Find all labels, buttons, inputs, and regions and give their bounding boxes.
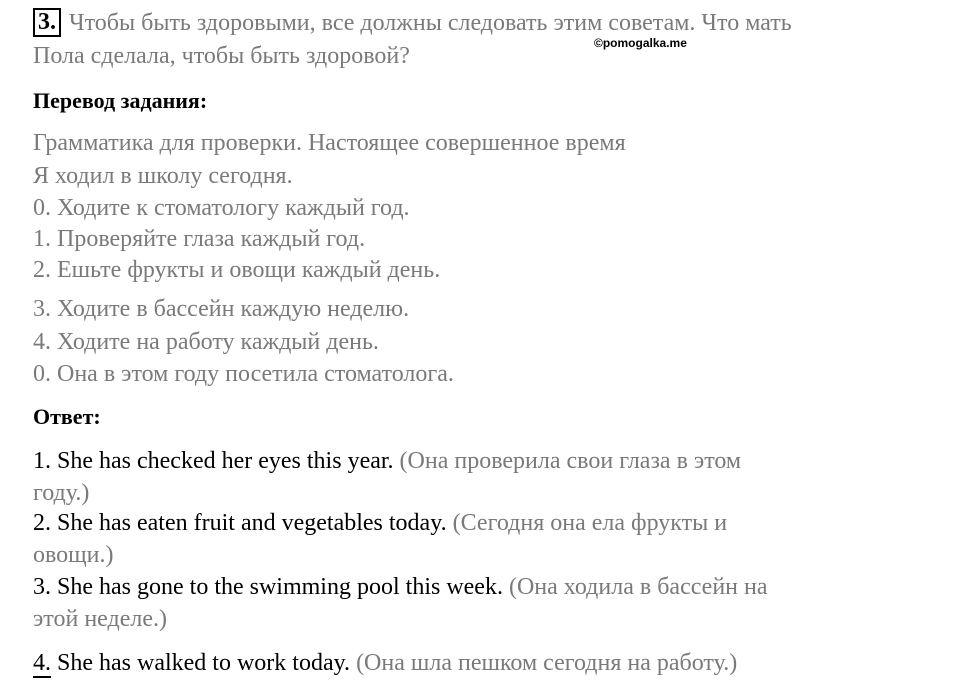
answer-item-4: [33, 648, 737, 678]
translation-heading: Перевод задания:: [33, 88, 208, 113]
answer-translation: (Она шла пешком сегодня на работу.): [356, 650, 738, 676]
answer-translation: (Она проверила свои глаза в этом: [399, 448, 742, 474]
translation-line: 0. Она в этом году посетила стоматолога.: [33, 361, 454, 387]
translation-line: Я ходил в школу сегодня.: [33, 163, 293, 189]
task-question-line-1: [33, 8, 792, 38]
task-question-line-2: Пола сделала, чтобы быть здоровой?: [33, 43, 410, 69]
translation-line: Грамматика для проверки. Настоящее совершенное время: [33, 130, 626, 156]
answer-english: 3. She has gone to the swimming pool this week.: [33, 574, 503, 600]
answer-item-2-cont: овощи.): [33, 542, 114, 568]
answer-translation: (Сегодня она ела фрукты и: [452, 510, 728, 536]
translation-line: 3. Ходите в бассейн каждую неделю.: [33, 296, 410, 322]
answer-item-2: [33, 508, 727, 538]
answer-item-1-cont: году.): [33, 480, 90, 506]
task-number-box: 3.: [33, 8, 61, 37]
answer-heading: Ответ:: [33, 404, 101, 429]
answer-english: 1. She has checked her eyes this year.: [33, 448, 394, 474]
answer-item-1: [33, 446, 741, 476]
answer-item-3-cont: этой неделе.): [33, 606, 167, 632]
answer-english: 2. She has eaten fruit and vegetables today.: [33, 510, 447, 536]
watermark: ©pomogalka.me: [594, 36, 687, 50]
answer-english: She has walked to work today.: [57, 650, 351, 676]
answer-translation: (Она ходила в бассейн на: [508, 574, 768, 600]
task-question-text-1: Чтобы быть здоровыми, все должны следовать этим советам. Что мать: [69, 10, 792, 36]
answer-item-3: [33, 572, 768, 602]
translation-line: 1. Проверяйте глаза каждый год.: [33, 226, 366, 252]
translation-line: 4. Ходите на работу каждый день.: [33, 329, 379, 355]
translation-line: 2. Ешьте фрукты и овощи каждый день.: [33, 257, 441, 283]
answer-number: 4.: [33, 650, 51, 676]
translation-line: 0. Ходите к стоматологу каждый год.: [33, 195, 410, 221]
